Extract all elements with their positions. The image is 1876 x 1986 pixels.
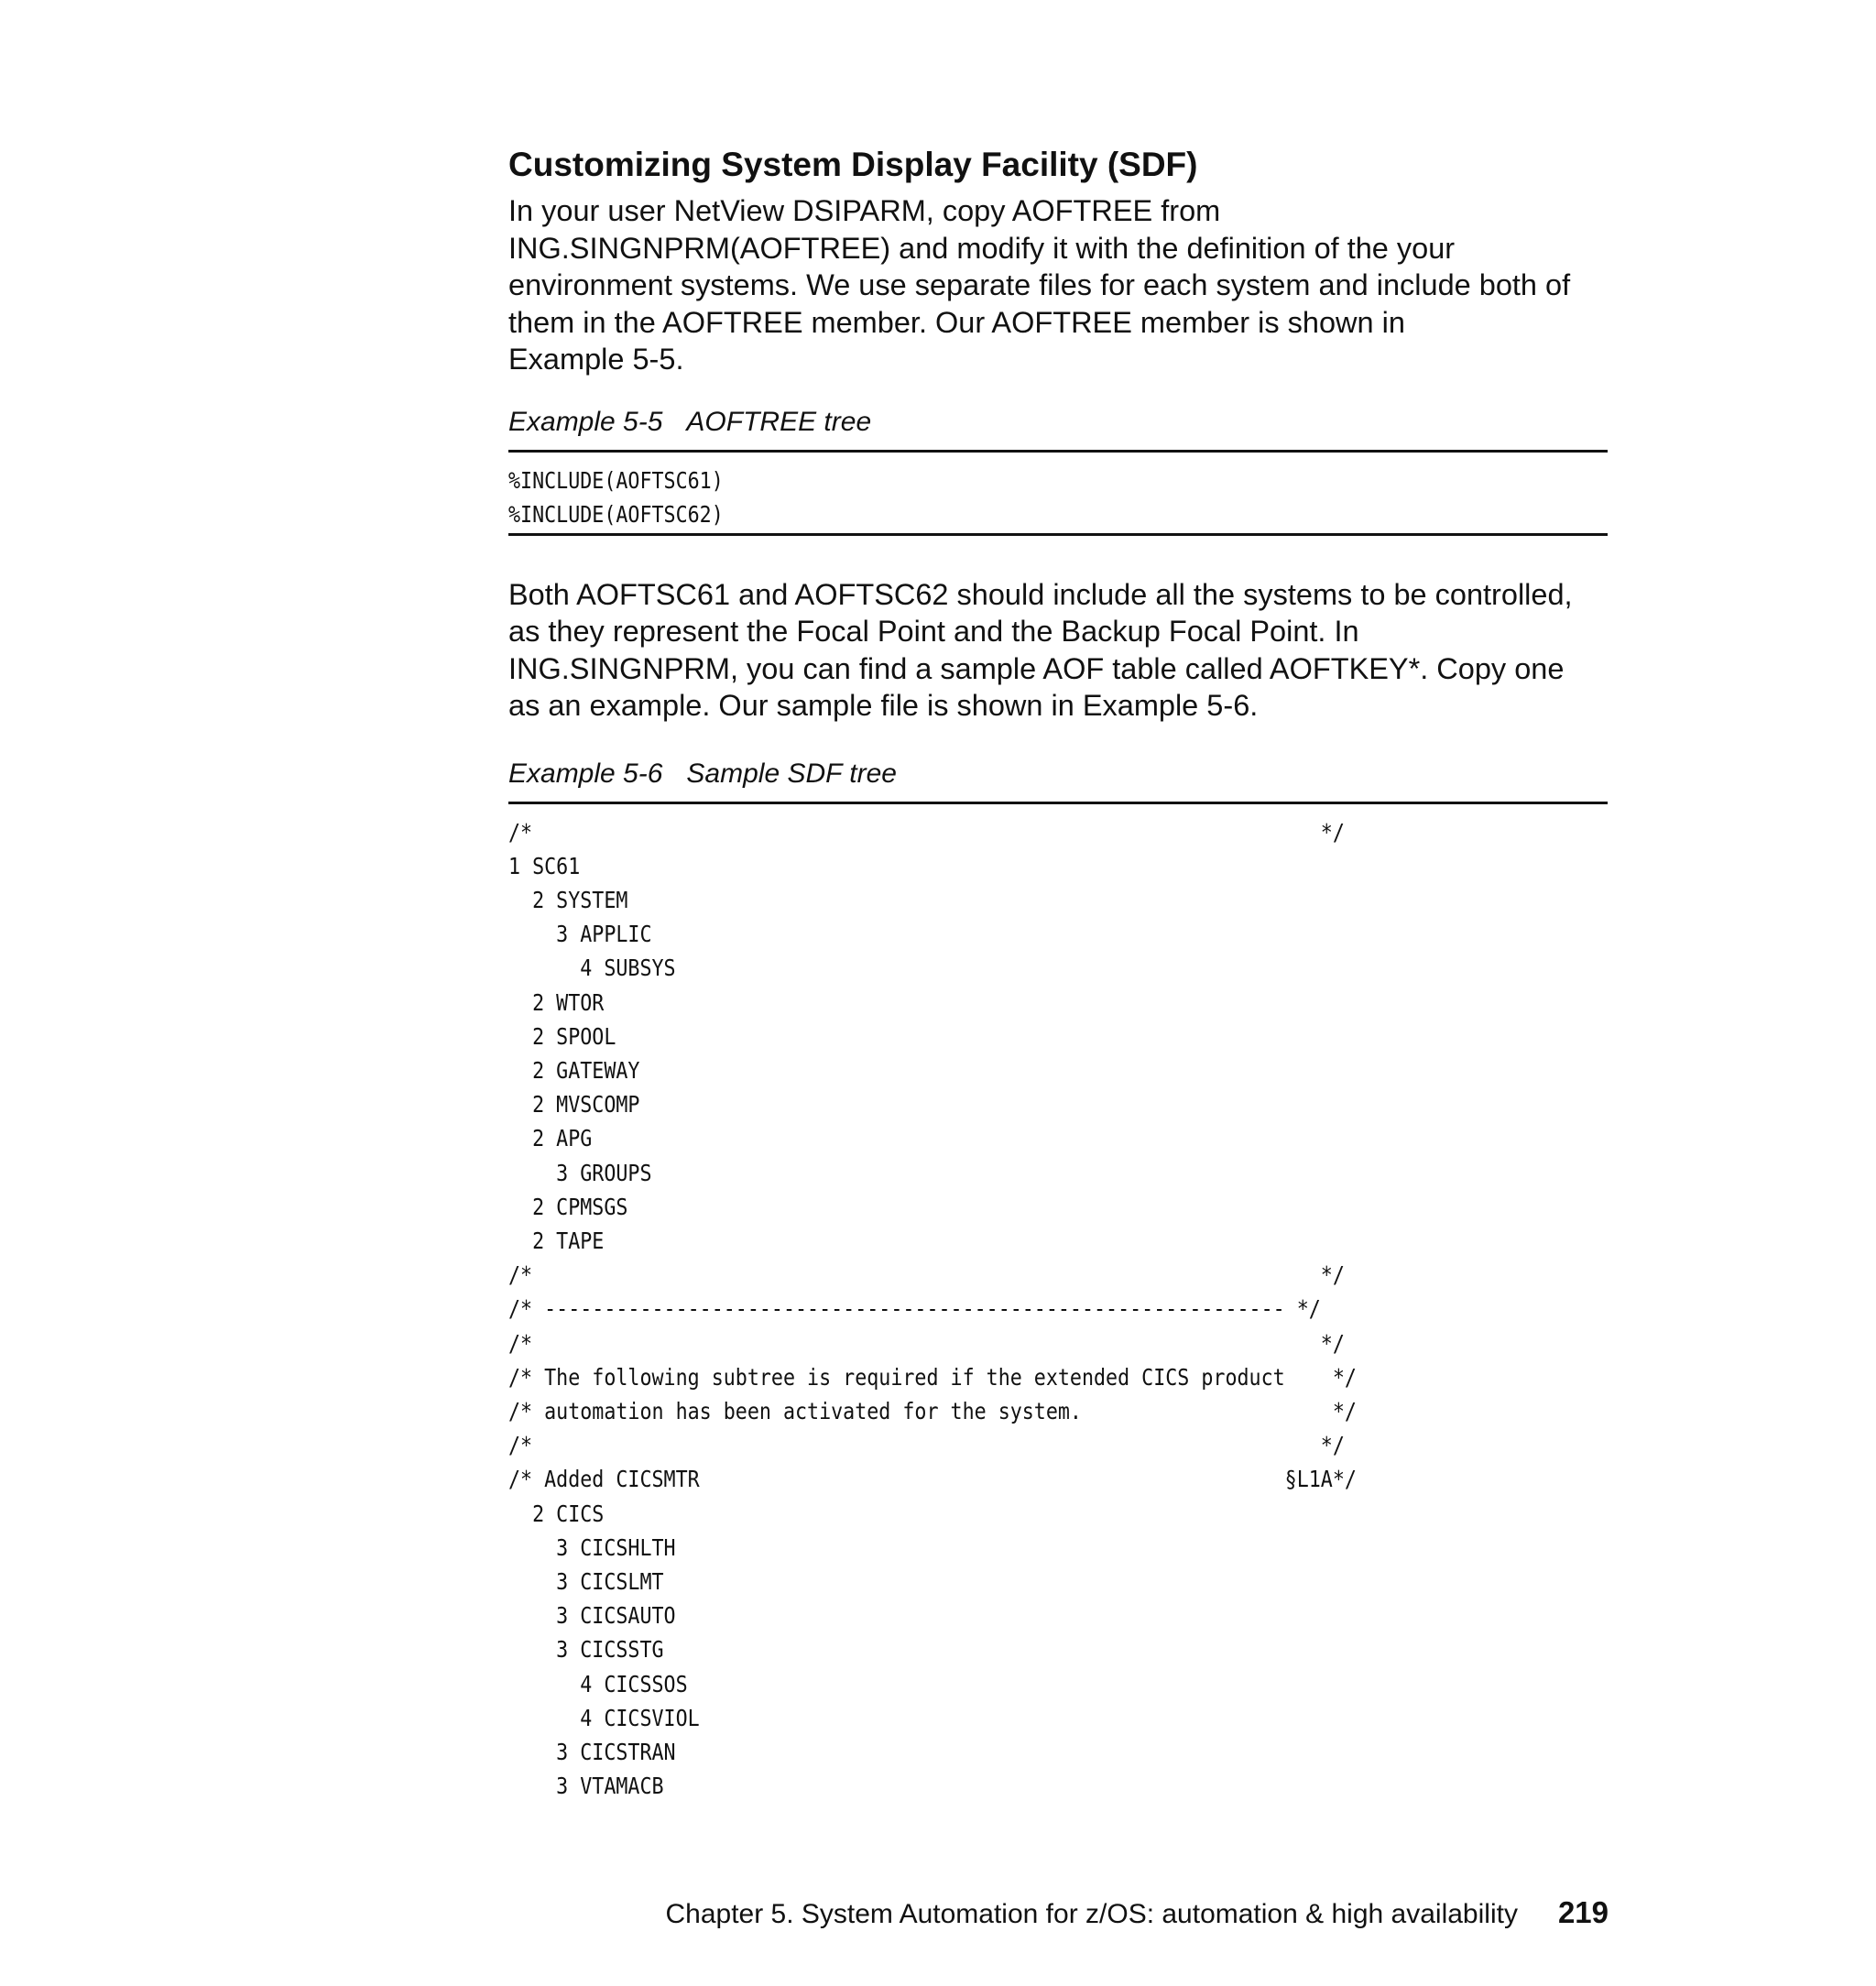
example-5-6-caption — [508, 758, 1608, 791]
example-5-5-code-box — [508, 450, 1608, 536]
middle-line: Both AOFTSC61 and AOFTSC62 should include all the systems to be controlled, — [508, 577, 1573, 611]
middle-line: as they represent the Focal Point and the Backup Focal Point. In — [508, 615, 1359, 648]
example-number: Example 5-5 — [508, 406, 663, 437]
middle-line: as an example. Our sample file is shown in Example 5-6. — [508, 689, 1259, 722]
example-5-5-caption — [508, 406, 1608, 439]
intro-line: ING.SINGNPRM(AOFTREE) and modify it with the definition of the your — [508, 231, 1456, 265]
middle-paragraph — [508, 576, 1608, 725]
example-5-5-code: %INCLUDE(AOFTSC61) %INCLUDE(AOFTSC62) — [508, 466, 724, 528]
intro-line: environment systems. We use separate files for each system and include both of — [508, 268, 1571, 301]
example-5-6-code: /* */ 1 SC61 2 SYSTEM 3 APPLIC 4 SUBSYS 2 WTOR 2 SPOOL 2 GATEWAY 2 MVSCOMP 2 APG 3 GROUPS 2 CPMSGS 2 TAPE /* */ /* -------------------------------------------------------------- */ /* */ /* The following subtree is required if the extended CICS product */ /* automation has been activated for the system. */ /* */ /* Added CICSMTR §L1A*/ 2 CICS 3 CICSHLTH 3 CICSLMT 3 CICSAUTO 3 CICSSTG 4 CICSSOS 4 CICSVIOL 3 CICSTRAN 3 VTAMACB — [508, 818, 1357, 1800]
intro-line: Example 5-5. — [508, 343, 684, 376]
example-title: Sample SDF tree — [686, 758, 897, 789]
example-number: Example 5-6 — [508, 758, 663, 789]
page-footer — [0, 1894, 1609, 1933]
section-heading: Customizing System Display Facility (SDF) — [508, 146, 1198, 183]
page-content — [508, 145, 1608, 1803]
footer-chapter-title: Chapter 5. System Automation for z/OS: automation & high availability — [665, 1899, 1518, 1929]
example-title: AOFTREE tree — [686, 406, 872, 437]
example-5-6-code-box — [508, 802, 1608, 1804]
intro-line: In your user NetView DSIPARM, copy AOFTREE from — [508, 194, 1221, 227]
page-number: 219 — [1557, 1895, 1609, 1929]
intro-paragraph — [508, 192, 1608, 378]
intro-line: them in the AOFTREE member. Our AOFTREE member is shown in — [508, 305, 1405, 339]
middle-line: ING.SINGNPRM, you can find a sample AOF table called AOFTKEY*. Copy one — [508, 651, 1565, 685]
